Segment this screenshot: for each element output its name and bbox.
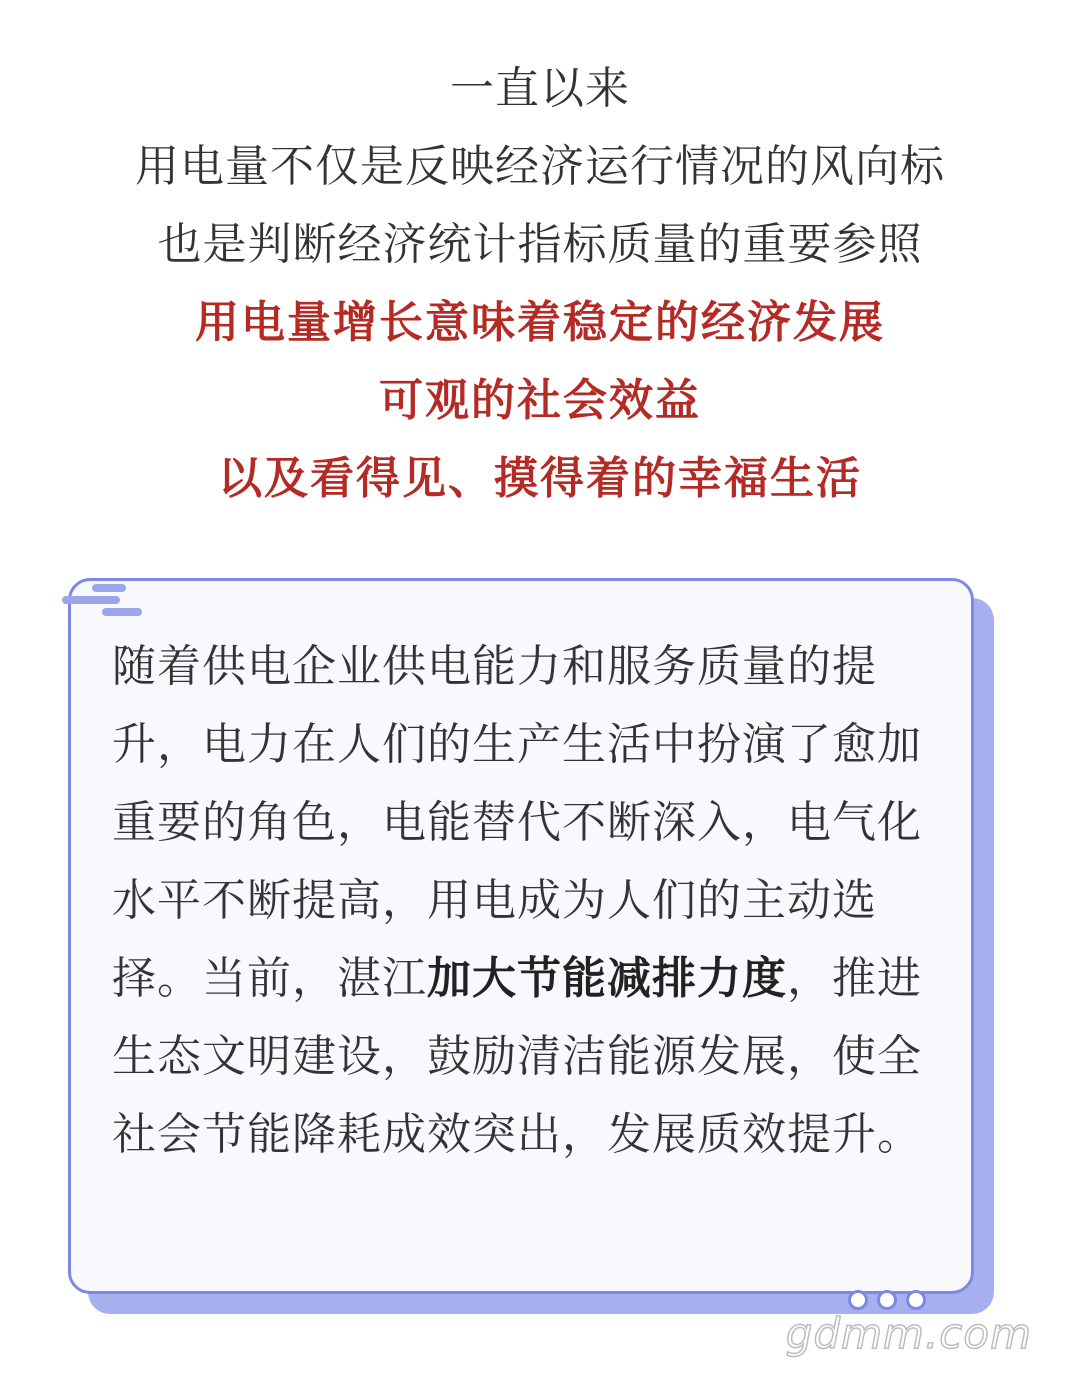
circle-dot-icon xyxy=(906,1290,926,1310)
circle-dot-icon xyxy=(848,1290,868,1310)
card-paragraph xyxy=(112,628,928,1174)
card-text-before: 随着供电企业供电能力和服务质量的提升，电力在人们的生产生活中扮演了愈加重要的角色，电能替代不断深入，电气化水平不断提高，用电成为人们的主动选择。当前，湛江 xyxy=(112,641,922,1004)
intro-line-2: 用电量不仅是反映经济运行情况的风向标 xyxy=(135,141,945,192)
highlight-line-3: 以及看得见、摸得着的幸福生活 xyxy=(218,453,862,504)
card-decoration-dots xyxy=(848,1286,932,1310)
intro-line-1: 一直以来 xyxy=(450,63,630,114)
card-text-bold: 加大节能减排力度 xyxy=(427,953,787,1004)
card-decoration-lines xyxy=(62,580,152,620)
decoration-line xyxy=(102,608,142,616)
decoration-line xyxy=(92,584,126,592)
intro-line-3: 也是判断经济统计指标质量的重要参照 xyxy=(157,219,923,270)
highlight-line-2: 可观的社会效益 xyxy=(379,375,701,426)
decoration-line xyxy=(62,596,120,604)
highlight-line-1: 用电量增长意味着稳定的经济发展 xyxy=(195,297,885,348)
circle-dot-icon xyxy=(877,1290,897,1310)
card-text-after: ，推进生态文明建设，鼓励清洁能源发展，使全社会节能降耗成效突出，发展质效提升。 xyxy=(112,953,922,1160)
intro-text-block xyxy=(0,50,1080,518)
watermark: gdmm.com xyxy=(785,1309,1032,1358)
